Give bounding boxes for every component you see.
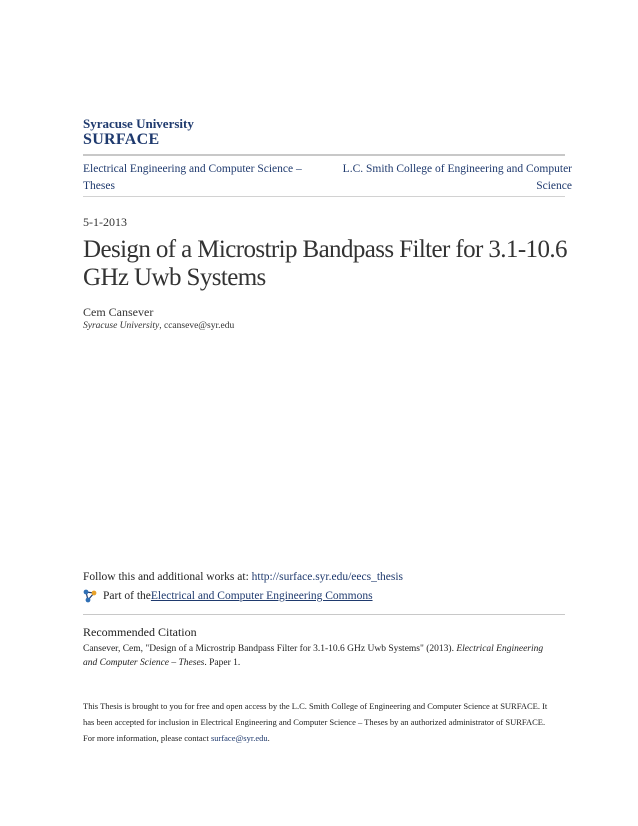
repository-name[interactable]: SURFACE xyxy=(83,131,160,148)
citation-heading: Recommended Citation xyxy=(83,625,197,639)
access-statement xyxy=(83,698,558,746)
follow-label: Follow this and additional works at: xyxy=(83,571,252,583)
citation-suffix: . Paper 1. xyxy=(204,658,241,668)
series-link-left[interactable]: Electrical Engineering and Computer Science – Theses xyxy=(83,163,302,192)
footer-text: This Thesis is brought to you for free and open access by the L.C. Smith College of Engineering and Computer Science at SURFACE. It has been accepted for inclusion in Electrical Engineering and Computer Science – Theses by an authorized administrator of SURFACE. For more information, please contact xyxy=(83,701,548,743)
author-affiliation xyxy=(83,321,234,331)
footer-end: . xyxy=(267,733,270,743)
part-of-line xyxy=(83,589,373,603)
commons-link[interactable]: Electrical and Computer Engineering Commons xyxy=(150,590,373,602)
document-title: Design of a Microstrip Bandpass Filter for 3.1-10.6 GHz Uwb Systems xyxy=(83,236,567,291)
follow-line xyxy=(83,571,403,583)
affiliation-email: , ccanseve@syr.edu xyxy=(159,321,235,331)
series-link-right[interactable]: L.C. Smith College of Engineering and Computer Science xyxy=(342,163,572,192)
series-divider xyxy=(83,196,565,197)
citation-text xyxy=(83,642,553,670)
citation-prefix: Cansever, Cem, "Design of a Microstrip Bandpass Filter for 3.1-10.6 GHz Uwb Systems" (2013). xyxy=(83,644,457,654)
author-name: Cem Cansever xyxy=(83,305,154,319)
affiliation-org: Syracuse University xyxy=(83,321,160,331)
institution-name[interactable]: Syracuse University xyxy=(83,116,194,131)
top-divider xyxy=(83,154,565,156)
contact-email-link[interactable]: surface@syr.edu xyxy=(210,733,268,743)
publication-date: 5-1-2013 xyxy=(83,215,127,229)
collection-url-link[interactable]: http://surface.syr.edu/eecs_thesis xyxy=(251,571,404,583)
citation-divider xyxy=(83,614,565,615)
citation-series: Electrical Engineering and Computer Science – Theses xyxy=(83,644,544,668)
network-icon xyxy=(83,589,97,603)
part-of-label: Part of the xyxy=(103,590,151,602)
